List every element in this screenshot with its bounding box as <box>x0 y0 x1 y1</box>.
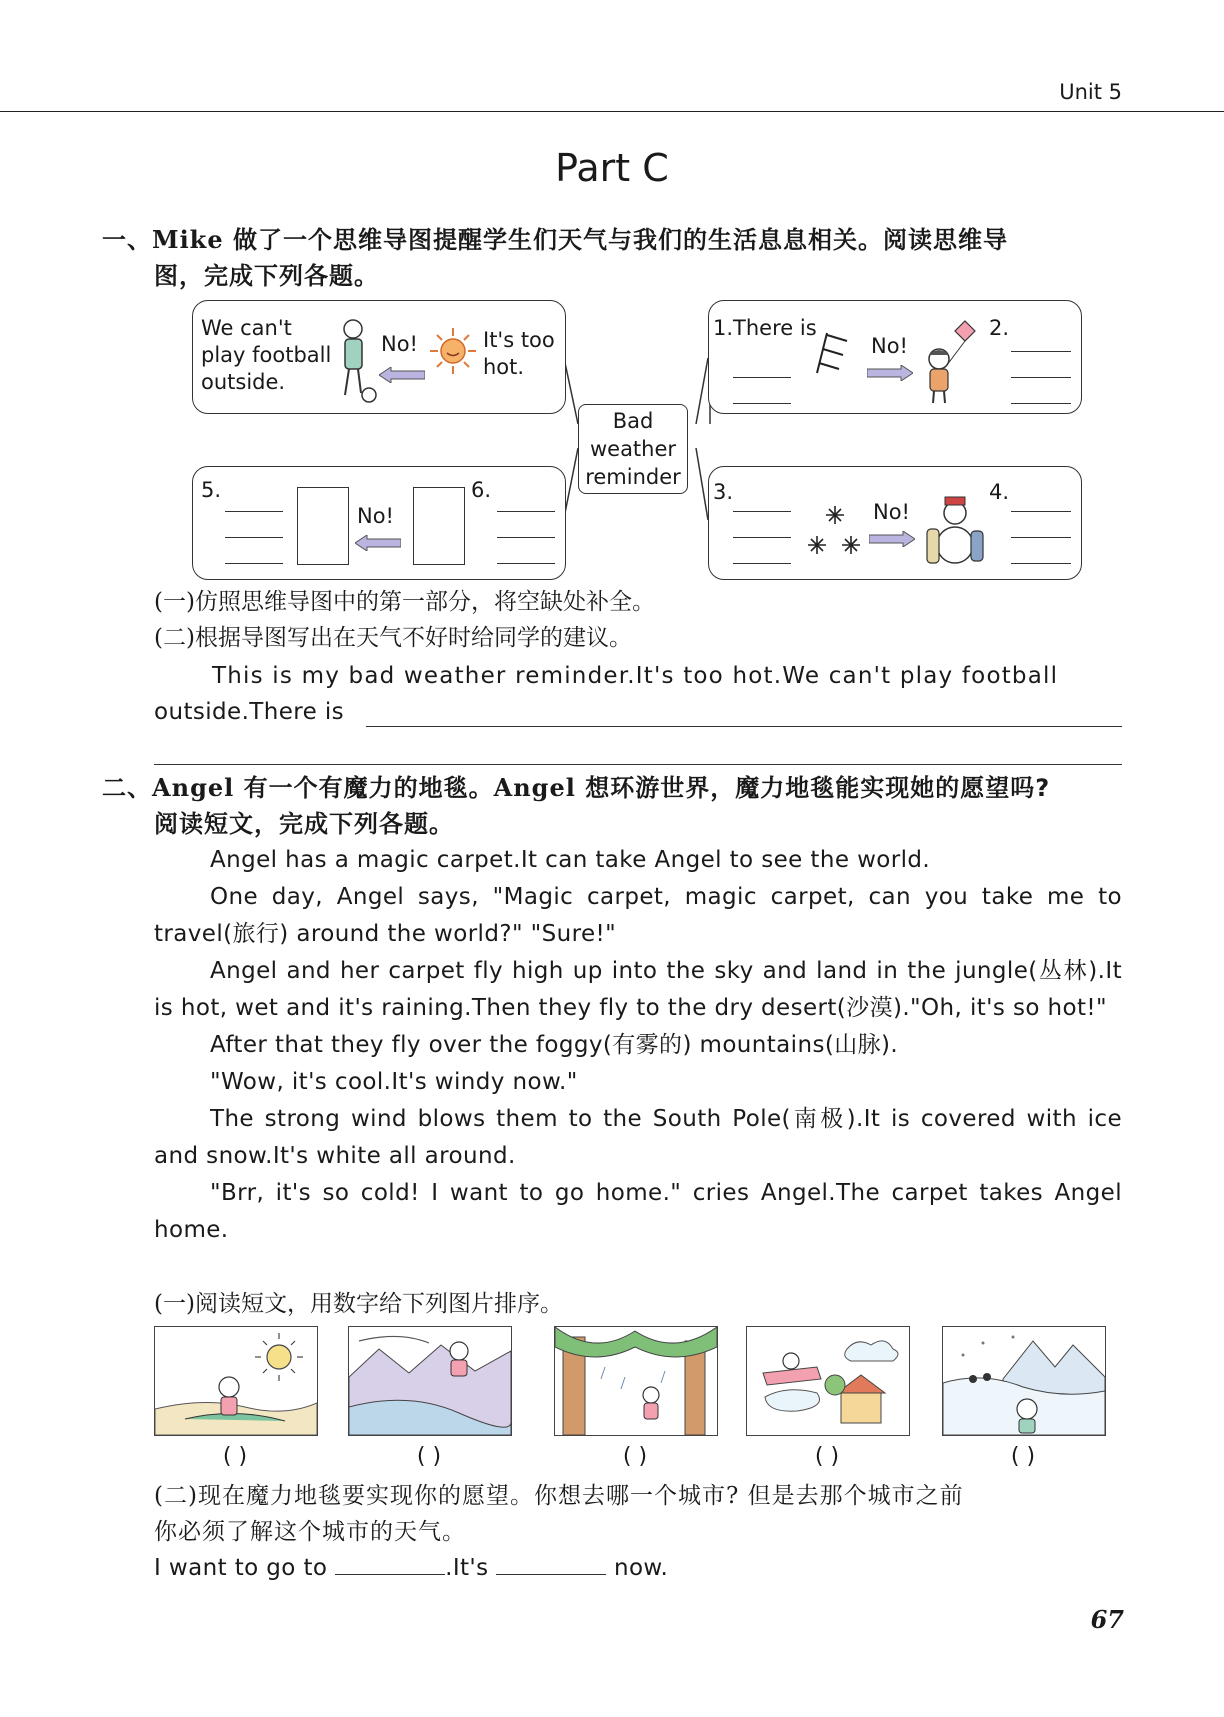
box4-no: No! <box>873 500 910 524</box>
page-number: 67 <box>1090 1605 1124 1634</box>
unit-label: Unit 5 <box>1059 80 1122 104</box>
city-blank[interactable] <box>335 1574 445 1575</box>
desert-sun-picture <box>155 1327 317 1435</box>
box4-blank-4b[interactable] <box>1011 523 1071 542</box>
story-paragraph-1: Angel has a magic carpet.It can take Angel to see the world. <box>210 847 931 873</box>
section2-number: 二、 <box>102 774 152 802</box>
box3-blank-6b[interactable] <box>497 523 555 542</box>
page-title: Part C <box>555 146 669 190</box>
snowman-children-icon <box>923 495 987 571</box>
order-answer-5[interactable]: ( ) <box>1010 1444 1036 1469</box>
answer-part-b: .It's <box>445 1555 489 1581</box>
story <box>154 842 1122 1249</box>
answer-part-a: I want to go to <box>154 1555 328 1581</box>
right-arrow-icon <box>869 531 915 547</box>
box3-no: No! <box>357 504 394 528</box>
picture-mountains <box>348 1326 512 1436</box>
box2-label-1: 1.There is <box>713 316 817 340</box>
answer-sentence <box>154 1550 668 1587</box>
section2-heading-rest: 想环游世界，魔力地毯能实现她的愿望吗? <box>585 774 1051 802</box>
section2-heading-mid: 有一个有魔力的地毯。 <box>243 774 494 802</box>
box4-blank-3c[interactable] <box>733 549 791 568</box>
section1-sub2: (二)根据导图写出在天气不好时给同学的建议。 <box>154 625 632 651</box>
section2-sub2-line2: 你必须了解这个城市的天气。 <box>154 1519 466 1545</box>
order-answer-1[interactable]: ( ) <box>222 1444 248 1469</box>
kite-boy-icon <box>921 319 977 405</box>
section2-sub2-line1: (二)现在魔力地毯要实现你的愿望。你想去哪一个城市? 但是去那个城市之前 <box>154 1483 964 1509</box>
left-arrow-icon <box>379 367 425 383</box>
box2-blank-2b[interactable] <box>1011 363 1071 382</box>
picture-south-pole <box>942 1326 1106 1436</box>
box4-blank-4c[interactable] <box>1011 549 1071 568</box>
box4-blank-3b[interactable] <box>733 523 791 542</box>
order-answer-4[interactable]: ( ) <box>814 1444 840 1469</box>
jungle-rain-picture <box>555 1327 717 1435</box>
foggy-mountains-picture <box>349 1327 511 1435</box>
section1-heading-text: 做了一个思维导图提醒学生们天气与我们的生活息息相关。阅读思维导 <box>232 226 1008 254</box>
picture-home <box>746 1326 910 1436</box>
section2-sub1: (一)阅读短文，用数字给下列图片排序。 <box>154 1291 563 1317</box>
mind-map <box>190 298 1082 582</box>
box3-picture-frame-left[interactable] <box>297 487 349 565</box>
story-paragraph-6: The strong wind blows them to the South Pole(南极).It is covered with ice and snow.It's white all around. <box>154 1106 1122 1169</box>
section1-number: 一、 <box>102 226 152 254</box>
box1-line-1: We can't <box>201 316 292 340</box>
box3-blank-5c[interactable] <box>225 549 283 568</box>
south-pole-picture <box>943 1327 1105 1435</box>
story-paragraph-3: Angel and her carpet fly high up into the sky and land in the jungle(丛林).It is hot, wet and it's raining.Then they fly to the dry desert(沙漠)."Oh, it's so hot!" <box>154 958 1122 1021</box>
section2-name-1: Angel <box>152 773 235 802</box>
right-arrow-icon <box>867 365 913 381</box>
section2-heading <box>102 770 1050 806</box>
sun-icon <box>429 327 477 375</box>
answer-part-c: now. <box>613 1555 669 1581</box>
story-paragraph-2: One day, Angel says, "Magic carpet, magic carpet, can you take me to travel(旅行) around the world?" "Sure!" <box>154 884 1122 947</box>
box2-no: No! <box>871 334 908 358</box>
example-line-1: This is my bad weather reminder.It's too hot.We can't play football <box>212 663 1059 689</box>
mindmap-box-2 <box>708 300 1082 414</box>
picture-jungle <box>554 1326 718 1436</box>
box3-blank-5a[interactable] <box>225 497 283 516</box>
wind-lines-icon <box>813 331 849 375</box>
picture-desert <box>154 1326 318 1436</box>
writing-line-1[interactable] <box>366 726 1122 727</box>
left-arrow-icon <box>355 535 401 551</box>
story-paragraph-7: "Brr, it's so cold! I want to go home." cries Angel.The carpet takes Angel home. <box>154 1180 1122 1243</box>
order-answer-2[interactable]: ( ) <box>416 1444 442 1469</box>
order-answer-3[interactable]: ( ) <box>622 1444 648 1469</box>
mindmap-box-4 <box>708 466 1082 580</box>
box4-label-4: 4. <box>989 480 1010 504</box>
example-line-2: outside.There is <box>154 699 345 725</box>
center-line-2: weather <box>589 437 677 461</box>
writing-line-2[interactable] <box>154 764 1122 765</box>
football-boy-icon <box>337 315 377 405</box>
mindmap-box-3 <box>192 466 566 580</box>
box2-label-2: 2. <box>989 316 1010 340</box>
box3-picture-frame-right[interactable] <box>413 487 465 565</box>
box4-blank-4a[interactable] <box>1011 497 1071 516</box>
box2-blank-2c[interactable] <box>1011 389 1071 408</box>
story-paragraph-5: "Wow, it's cool.It's windy now." <box>210 1069 578 1095</box>
box2-blank-2a[interactable] <box>1011 337 1071 356</box>
box3-label-6: 6. <box>471 478 492 502</box>
box1-line-2: play football <box>201 343 332 367</box>
story-paragraph-4: After that they fly over the foggy(有雾的) mountains(山脉). <box>210 1032 899 1058</box>
center-box <box>578 404 688 494</box>
section1-name: Mike <box>152 225 224 254</box>
snowflake-icon <box>805 503 865 563</box>
box3-blank-6c[interactable] <box>497 549 555 568</box>
center-line-3: reminder <box>585 465 681 489</box>
box3-blank-5b[interactable] <box>225 523 283 542</box>
box1-hot-line-2: hot. <box>483 355 525 379</box>
section1-sub1: (一)仿照思维导图中的第一部分，将空缺处补全。 <box>154 589 655 615</box>
box1-line-3: outside. <box>201 370 286 394</box>
section1-heading <box>102 222 1008 258</box>
box3-label-5: 5. <box>201 478 222 502</box>
box2-blank-1a[interactable] <box>733 363 791 382</box>
mindmap-box-hot <box>192 300 566 414</box>
section1-heading-line2: 图，完成下列各题。 <box>154 262 379 290</box>
center-line-1: Bad <box>612 409 654 433</box>
box3-blank-6a[interactable] <box>497 497 555 516</box>
box4-label-3: 3. <box>713 480 734 504</box>
header-rule <box>0 111 1224 112</box>
box2-blank-1b[interactable] <box>733 389 791 408</box>
section2-heading-line2: 阅读短文，完成下列各题。 <box>154 810 454 838</box>
box1-hot-line-1: It's too <box>483 328 555 352</box>
weather-blank[interactable] <box>496 1574 606 1575</box>
flying-home-picture <box>747 1327 909 1435</box>
box1-no: No! <box>381 332 418 356</box>
section2-name-2: Angel <box>493 773 576 802</box>
box4-blank-3a[interactable] <box>733 497 791 516</box>
